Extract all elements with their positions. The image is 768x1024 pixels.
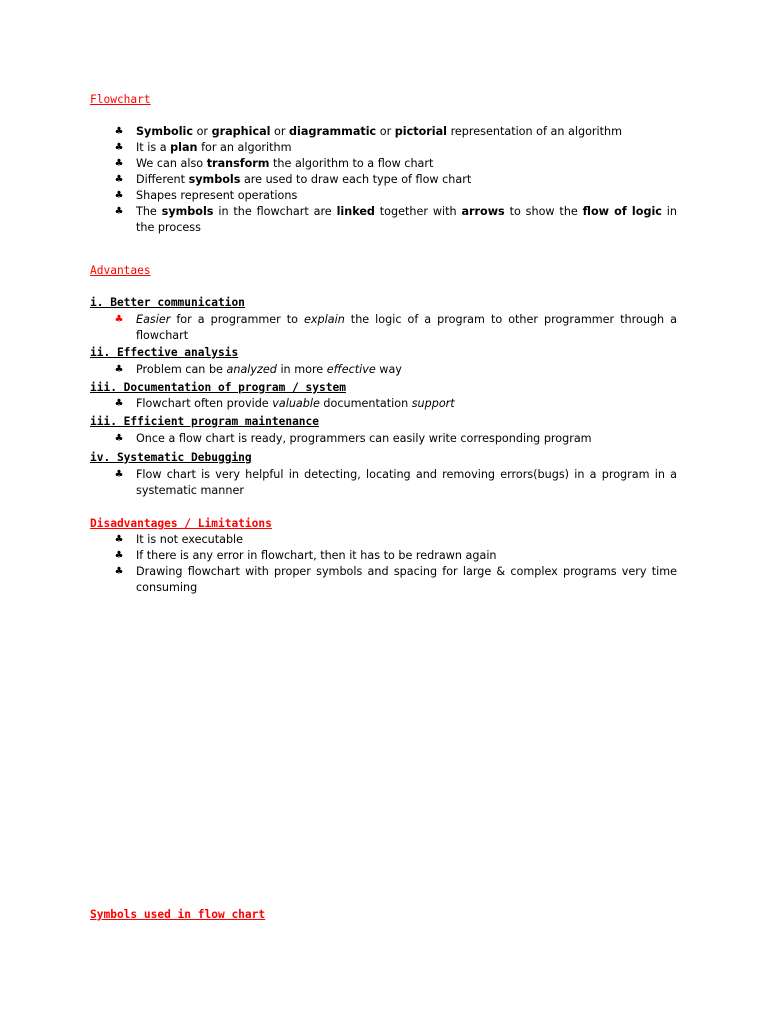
club-bullet-icon: ♣ [114, 142, 124, 153]
flowchart-heading: Flowchart [90, 93, 151, 106]
list-item: ♣ The symbols in the flowchart are linked together with arrows to show the flow of logic in the process [114, 205, 677, 234]
disadvantages-heading: Disadvantages / Limitations [90, 517, 272, 530]
disadvantages-list [113, 532, 677, 596]
list-item: ♣ Flowchart often provide valuable documentation support [114, 397, 455, 410]
advantage-list-maintenance [113, 431, 677, 447]
club-bullet-icon: ♣ [114, 566, 124, 577]
list-item: ♣ It is a plan for an algorithm [114, 141, 292, 154]
club-bullet-icon: ♣ [114, 433, 124, 444]
list-item: ♣ Drawing flowchart with proper symbols and spacing for large & complex programs very time consuming [114, 565, 677, 594]
club-bullet-icon: ♣ [114, 174, 124, 185]
advantage-title-communication: i. Better communication [90, 296, 245, 309]
club-bullet-icon: ♣ [114, 364, 124, 375]
symbols-heading: Symbols used in flow chart [90, 908, 266, 921]
advantage-title-maintenance: iii. Efficient program maintenance [90, 415, 320, 428]
advantages-heading: Advantaes [90, 264, 151, 277]
advantage-list-communication [113, 312, 677, 344]
list-item: ♣ Easier for a programmer to explain the logic of a program to other programmer through a flowchart [114, 313, 677, 342]
club-bullet-icon: ♣ [114, 158, 124, 169]
list-item: ♣ It is not executable [114, 533, 244, 546]
list-item: ♣ Problem can be analyzed in more effective way [114, 363, 402, 376]
list-item: ♣ Shapes represent operations [114, 189, 298, 202]
list-item: ♣ Flow chart is very helpful in detecting, locating and removing errors(bugs) in a program in a systematic manner [114, 468, 677, 497]
list-item: ♣ If there is any error in flowchart, then it has to be redrawn again [114, 549, 497, 562]
list-item: ♣ Different symbols are used to draw each type of flow chart [114, 173, 472, 186]
advantage-title-documentation: iii. Documentation of program / system [90, 381, 346, 394]
flowchart-list [113, 124, 677, 236]
club-bullet-icon: ♣ [114, 469, 124, 480]
advantage-list-analysis [113, 362, 677, 378]
advantage-list-debugging [113, 467, 677, 499]
club-bullet-icon: ♣ [114, 534, 124, 545]
club-bullet-icon: ♣ [114, 206, 124, 217]
list-item: ♣ Once a flow chart is ready, programmers can easily write corresponding program [114, 432, 592, 445]
club-bullet-icon: ♣ [114, 550, 124, 561]
club-bullet-icon: ♣ [114, 398, 124, 409]
advantage-title-analysis: ii. Effective analysis [90, 346, 239, 359]
advantage-list-documentation [113, 396, 677, 412]
advantage-title-debugging: iv. Systematic Debugging [90, 451, 252, 464]
club-bullet-icon: ♣ [114, 126, 124, 137]
club-bullet-icon: ♣ [114, 314, 124, 325]
club-bullet-icon: ♣ [114, 190, 124, 201]
list-item: ♣ Symbolic or graphical or diagrammatic or pictorial representation of an algorithm [114, 125, 623, 138]
list-item: ♣ We can also transform the algorithm to a flow chart [114, 157, 434, 170]
